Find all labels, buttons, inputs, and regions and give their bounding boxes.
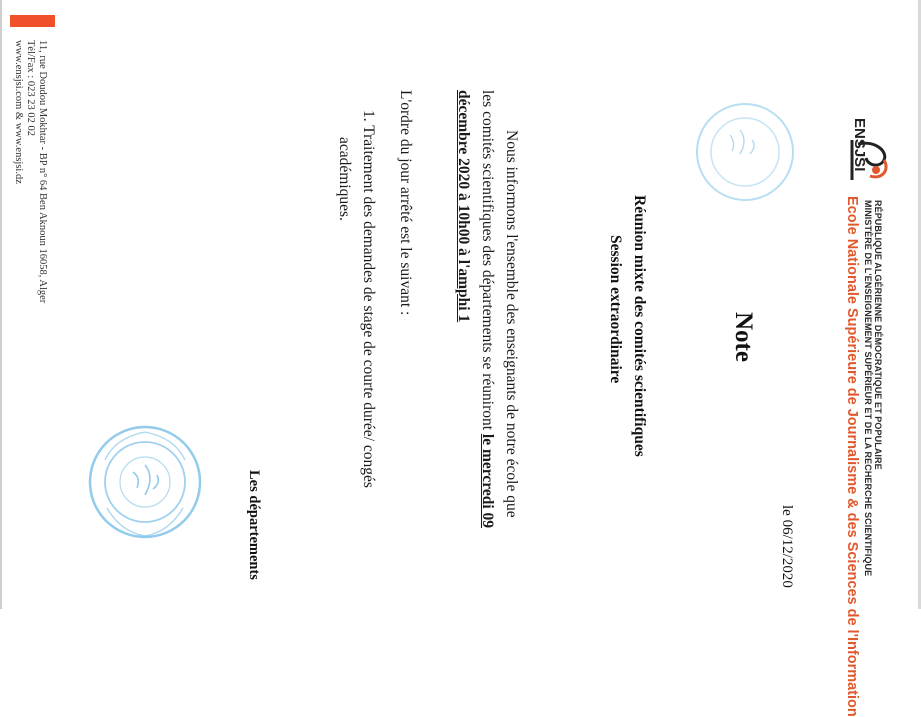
- paragraph-1-line-3: [454, 90, 472, 322]
- meeting-datetime-emphasis: décembre 2020 à 10h00 à l'amphi 1: [455, 90, 472, 323]
- paragraph-1-line-1: [502, 130, 520, 620]
- signature-departments: Les départements: [246, 470, 262, 580]
- meeting-date-emphasis: le mercredi 09: [479, 433, 496, 529]
- agenda-item-1-line-2: académiques.: [336, 137, 353, 221]
- agenda-intro: L'ordre du jour arrêté est le suivant :: [397, 90, 414, 316]
- paragraph-1-line-2-text: les comités scientifiques des départements se réuniront: [479, 90, 496, 431]
- meeting-title: Réunion mixte des comités scientifiques: [631, 195, 648, 457]
- official-stamp-top: [690, 95, 800, 210]
- ministry-line-2: MINISTÈRE DE L'ENSEIGNEMENT SUPÉRIEUR ET DE LA RECHERCHE SCIENTIFIQUE: [863, 200, 873, 577]
- school-name: Ecole Nationale Supérieure de Journalisme & des Sciences de l'Information: [844, 196, 860, 717]
- footer-web: www.ensjsi.com & www.ensjsi.dz: [13, 40, 24, 184]
- footer-address: 11, rue Doudou Mokhtar - BP n° 64 Ben Aknoun 16058, Alger: [37, 40, 48, 304]
- red-tab-marker: [10, 15, 55, 27]
- ministry-line-1: RÉPUBLIQUE ALGÉRIENNE DÉMOCRATIQUE ET POPULAIRE: [873, 200, 883, 470]
- document-date: le 06/12/2020: [779, 505, 795, 588]
- session-label: Session extraordinaire: [607, 235, 624, 384]
- footer-phone: Tél/Fax : 023 23 02 02: [25, 40, 36, 136]
- ensjsi-logo: [840, 132, 900, 188]
- logo-wordmark: ENSJSI: [851, 118, 868, 172]
- document-title: Note: [730, 312, 757, 362]
- official-stamp-bottom: [85, 420, 205, 545]
- agenda-item-1-line-1: 1. Traitement des demandes de stage de courte durée/ congés: [360, 110, 377, 488]
- paragraph-1-line-1-text: Nous informons l'ensemble des enseignants de notre école que: [503, 130, 520, 518]
- paragraph-1-line-2: [478, 90, 496, 528]
- page-edge-left: [0, 0, 2, 609]
